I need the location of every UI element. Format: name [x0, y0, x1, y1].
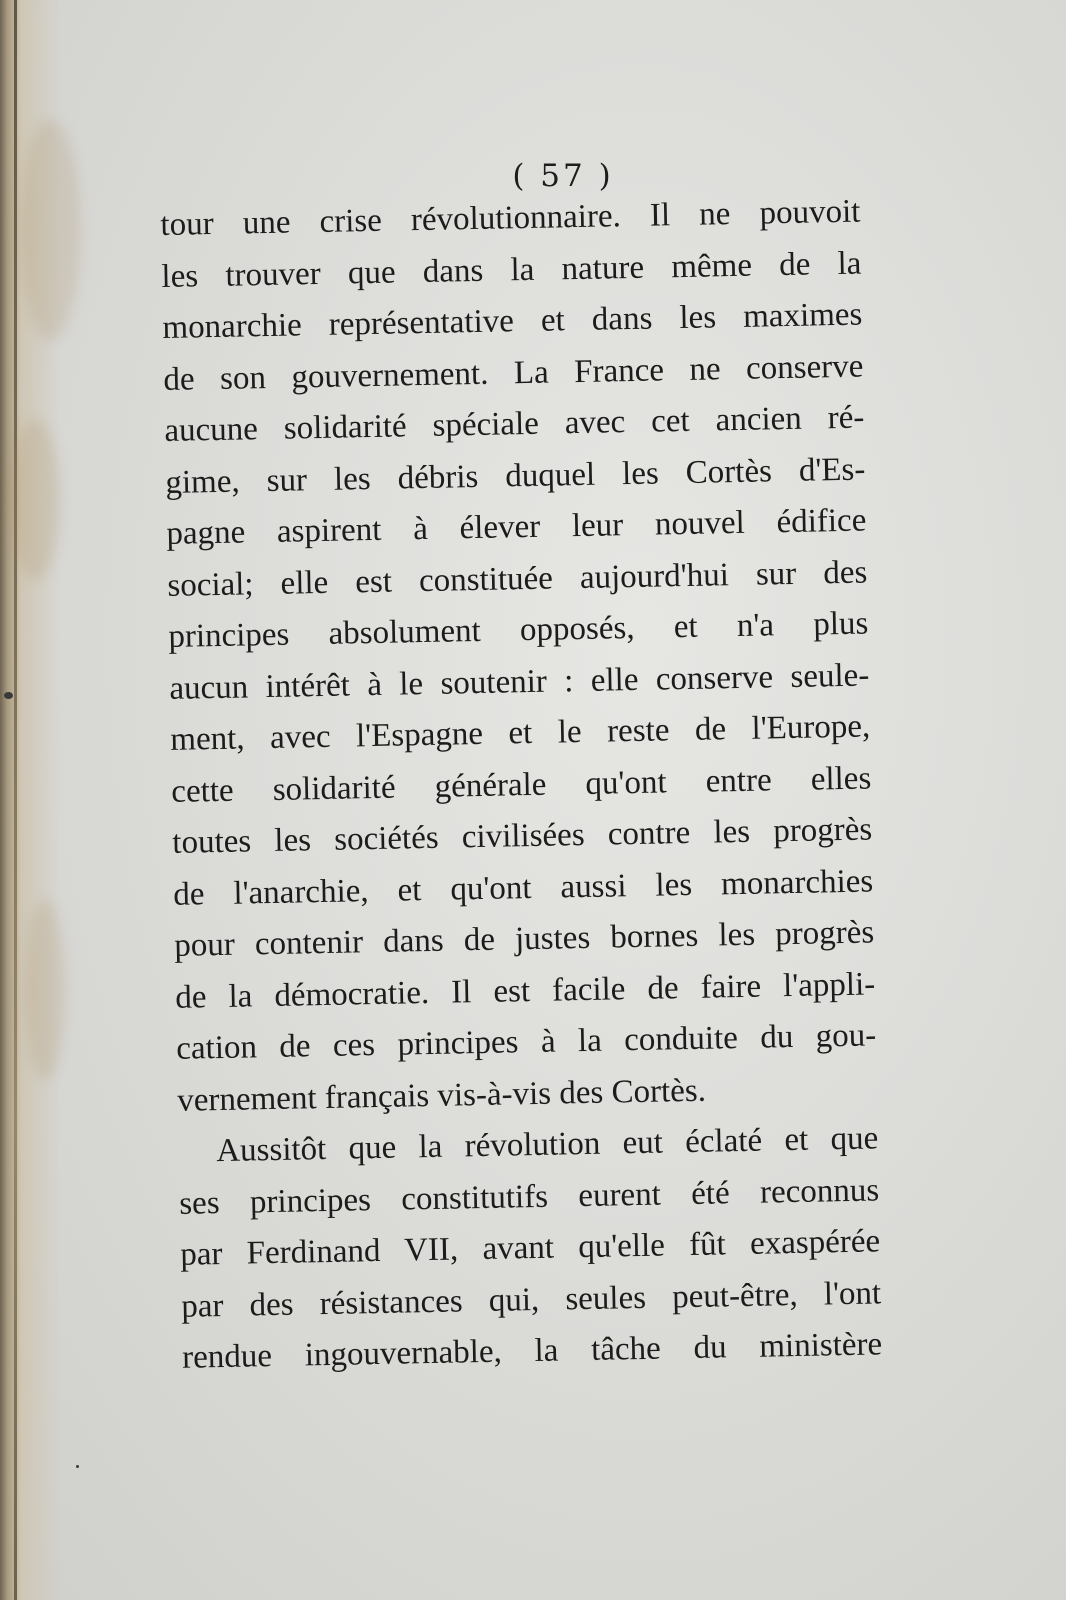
text-line: par Ferdinand VII, avant qu'elle fût exaspérée [179, 1223, 881, 1273]
text-line: monarchie représentative et dans les maximes [162, 296, 863, 346]
text-line: de son gouvernement. La France ne conserve [163, 348, 864, 398]
text-line: cation de ces principes à la conduite du gou- [175, 1017, 877, 1067]
body-text [160, 187, 883, 1385]
text-line: pagne aspirent à élever leur nouvel édifice [166, 502, 867, 552]
text-line: ses principes constitutifs eurent été reconnus [178, 1171, 880, 1222]
text-line: de la démocratie. Il est facile de faire l'appli- [174, 965, 876, 1016]
text-line: par des résistances qui, seules peut-être, l'ont [180, 1274, 882, 1325]
text-line: social; elle est constituée aujourd'hui sur des [167, 553, 868, 604]
text-line: vernement français vis-à-vis des Cortès. [176, 1072, 707, 1119]
paragraph-start-line: Aussitôt que la révolution eut éclaté et que [215, 1120, 879, 1170]
text-line: tour une crise révolutionnaire. Il ne pouvoit [160, 193, 861, 243]
text-line: principes absolument opposés, et n'a plus [168, 605, 869, 655]
text-line: aucun intérêt à le soutenir : elle conserve seule- [169, 656, 870, 707]
text-line: de l'anarchie, et qu'ont aussi les monarchies [172, 862, 874, 913]
text-line: cette solidarité générale qu'ont entre elles [171, 759, 872, 810]
text-line: toutes les sociétés civilisées contre les progrès [171, 811, 873, 861]
text-line: pour contenir dans de justes bornes les progrès [173, 914, 875, 964]
text-line: les trouver que dans la nature même de la [161, 245, 862, 295]
text-line: rendue ingouvernable, la tâche du ministère [181, 1326, 883, 1376]
page-number: ( 57 ) [512, 158, 614, 194]
text-line: ment, avec l'Espagne et le reste de l'Europe, [170, 708, 871, 758]
text-line: aucune solidarité spéciale avec cet ancien ré- [164, 399, 865, 449]
text-line: gime, sur les débris duquel les Cortès d'Es- [165, 451, 866, 501]
